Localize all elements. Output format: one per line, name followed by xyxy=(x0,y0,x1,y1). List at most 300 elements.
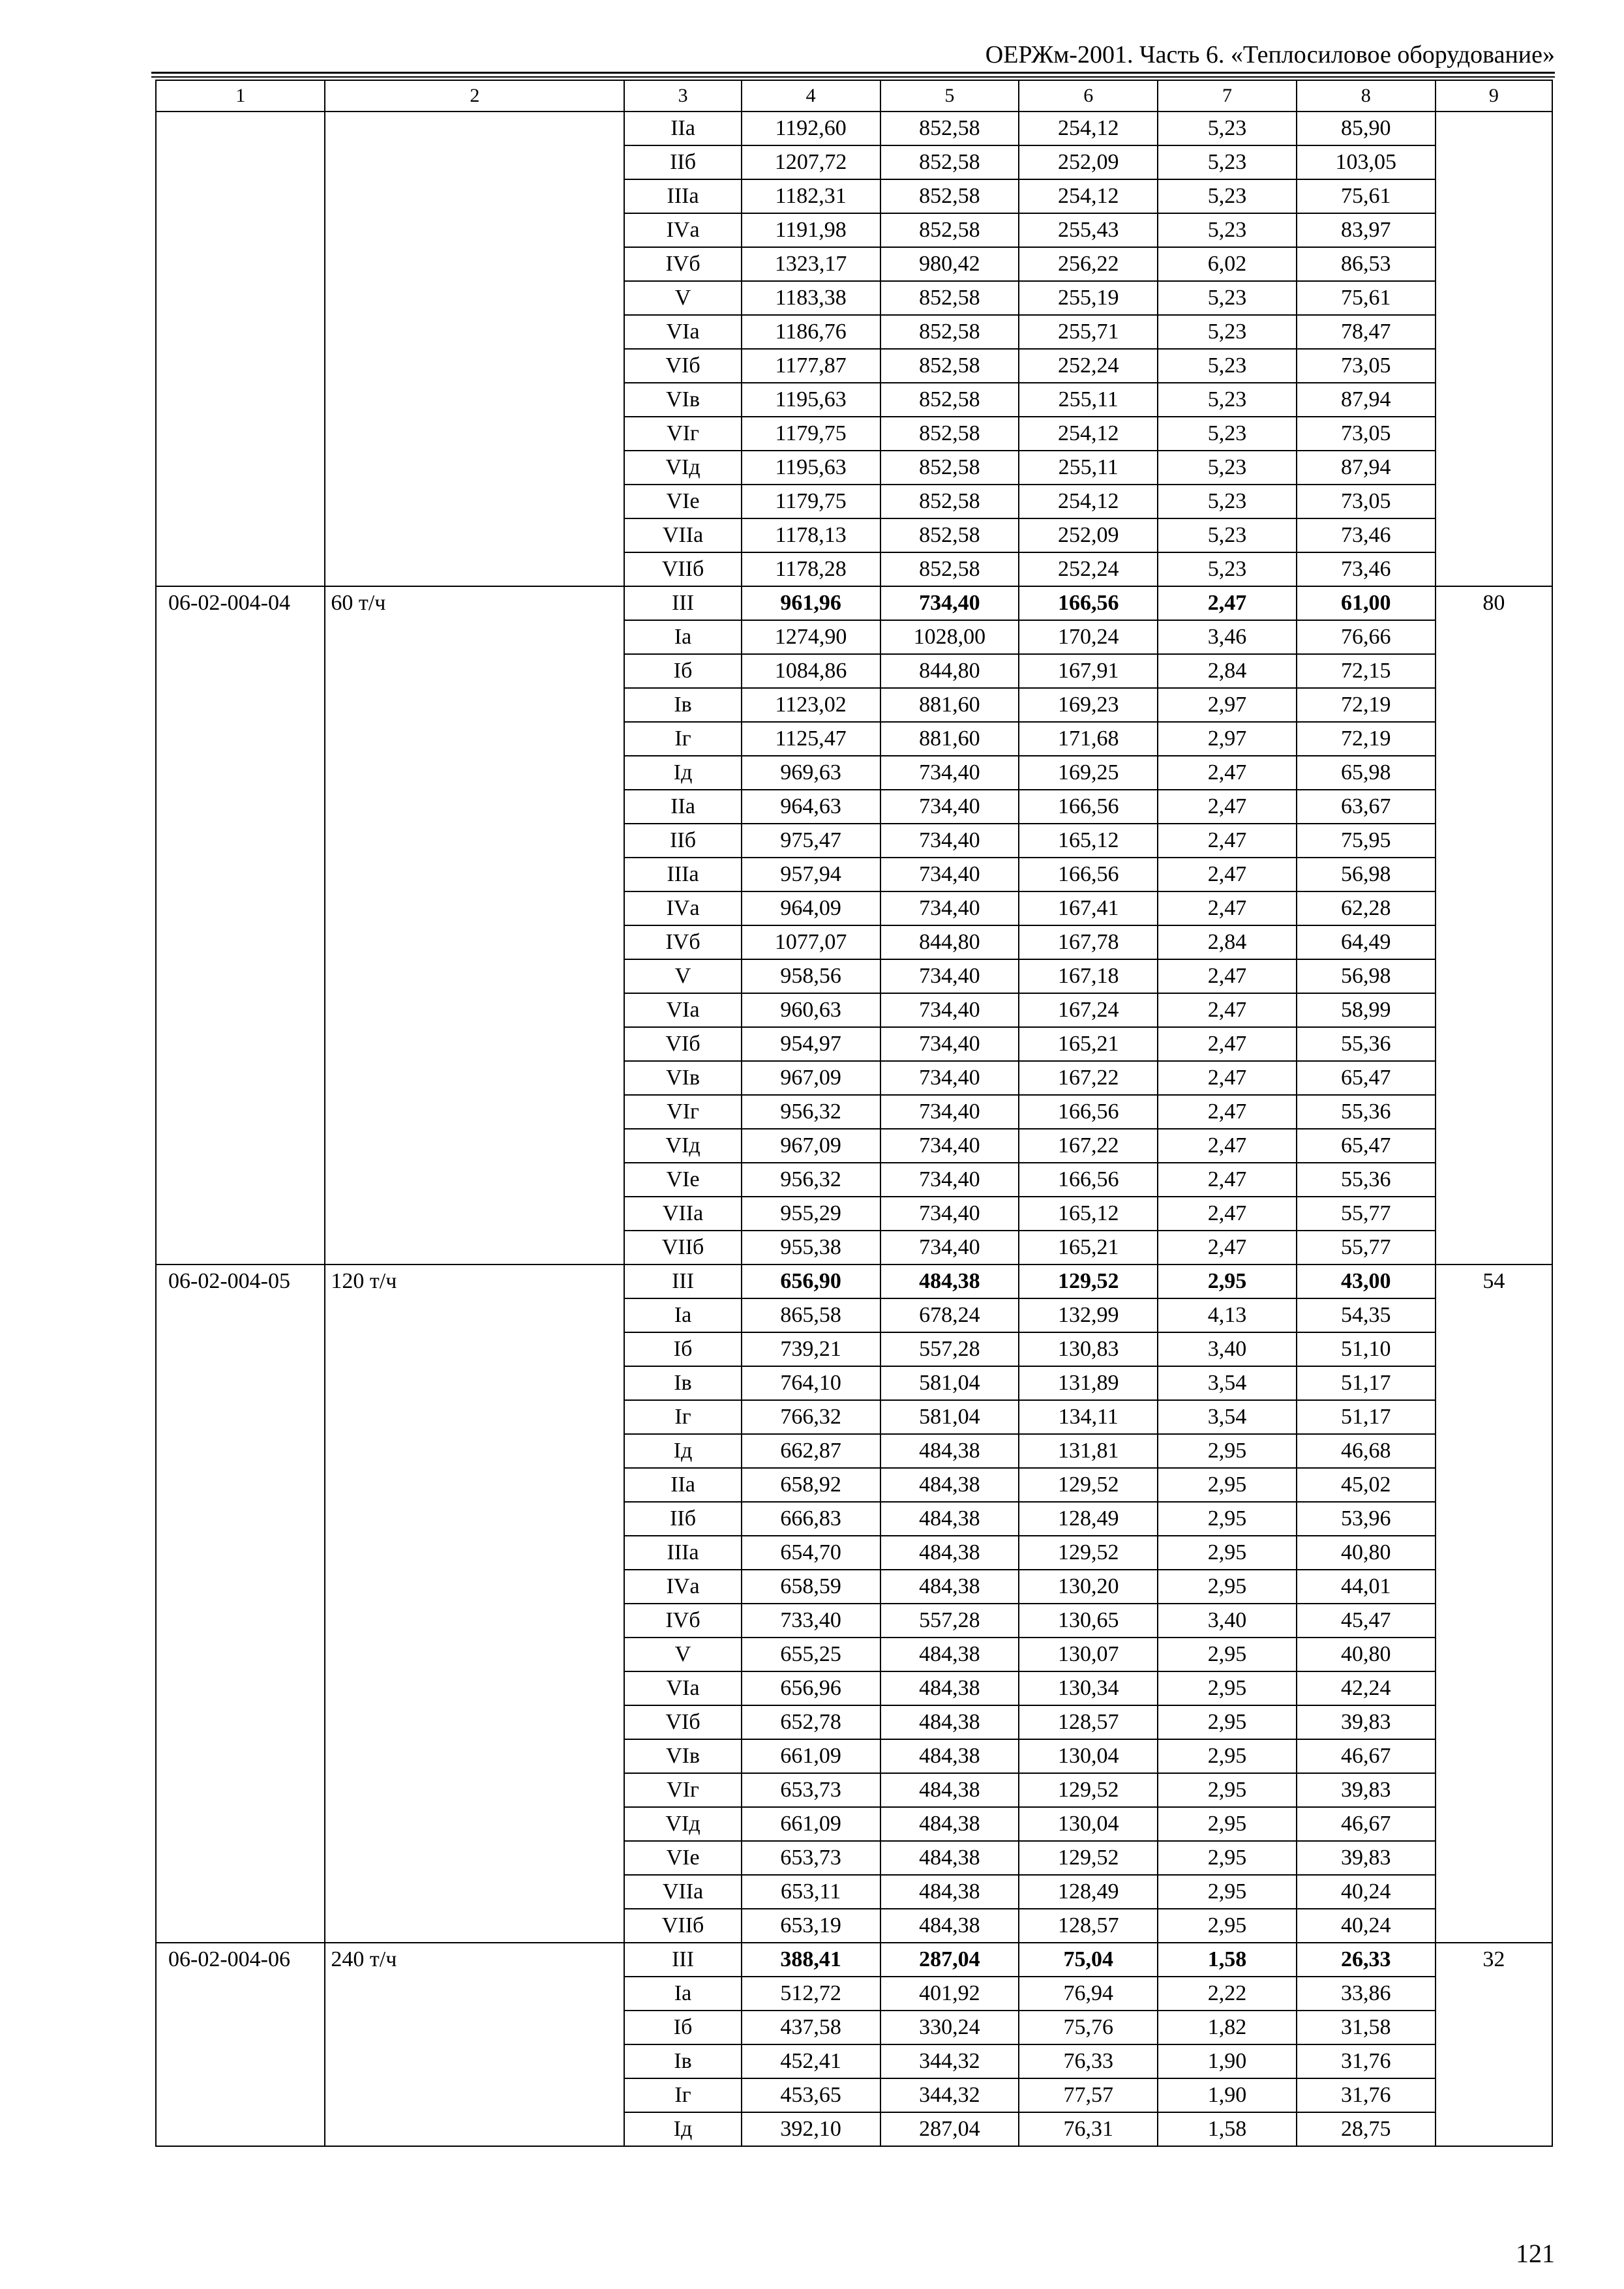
value-cell: 40,80 xyxy=(1297,1638,1436,1671)
zone-cell: VIIб xyxy=(624,552,741,586)
value-cell: 484,38 xyxy=(880,1841,1019,1875)
zone-cell: VIб xyxy=(624,1027,741,1061)
value-cell: 764,10 xyxy=(742,1366,880,1400)
value-cell: 2,47 xyxy=(1158,1061,1297,1095)
zone-cell: VIа xyxy=(624,1671,741,1705)
value-cell: 61,00 xyxy=(1297,586,1436,620)
value-cell: 484,38 xyxy=(880,1638,1019,1671)
value-cell: 5,23 xyxy=(1158,315,1297,349)
value-cell: 166,56 xyxy=(1019,1163,1158,1197)
zone-cell: VIIб xyxy=(624,1231,741,1264)
value-cell: 170,24 xyxy=(1019,620,1158,654)
value-cell: 76,33 xyxy=(1019,2044,1158,2078)
value-cell: 1179,75 xyxy=(742,485,880,518)
value-cell: 255,19 xyxy=(1019,281,1158,315)
value-cell: 165,12 xyxy=(1019,1197,1158,1231)
zone-cell: VIIа xyxy=(624,1875,741,1909)
zone-cell: Iг xyxy=(624,1400,741,1434)
table-row xyxy=(156,1943,1552,1977)
value-cell: 734,40 xyxy=(880,1129,1019,1163)
zone-cell: VIа xyxy=(624,315,741,349)
value-cell: 2,95 xyxy=(1158,1705,1297,1739)
value-cell: 5,23 xyxy=(1158,179,1297,213)
value-cell: 130,83 xyxy=(1019,1332,1158,1366)
value-cell: 26,33 xyxy=(1297,1943,1436,1977)
value-cell: 51,17 xyxy=(1297,1366,1436,1400)
value-cell: 73,46 xyxy=(1297,552,1436,586)
value-cell: 165,12 xyxy=(1019,824,1158,858)
value-cell: 852,58 xyxy=(880,451,1019,485)
column-number: 4 xyxy=(742,80,880,112)
value-cell: 852,58 xyxy=(880,349,1019,383)
value-cell: 86,53 xyxy=(1297,247,1436,281)
value-cell: 969,63 xyxy=(742,756,880,790)
value-cell: 39,83 xyxy=(1297,1841,1436,1875)
zone-cell: Iб xyxy=(624,2011,741,2044)
value-cell: 2,47 xyxy=(1158,993,1297,1027)
value-cell: 957,94 xyxy=(742,858,880,891)
value-cell: 3,46 xyxy=(1158,620,1297,654)
value-cell: 964,63 xyxy=(742,790,880,824)
value-cell: 5,23 xyxy=(1158,383,1297,417)
value-cell: 484,38 xyxy=(880,1570,1019,1604)
value-cell: 2,47 xyxy=(1158,858,1297,891)
value-cell: 130,20 xyxy=(1019,1570,1158,1604)
value-cell: 129,52 xyxy=(1019,1536,1158,1570)
value-cell: 166,56 xyxy=(1019,586,1158,620)
value-cell: 255,71 xyxy=(1019,315,1158,349)
value-cell: 130,07 xyxy=(1019,1638,1158,1671)
value-cell: 73,05 xyxy=(1297,349,1436,383)
value-cell: 3,54 xyxy=(1158,1400,1297,1434)
value-cell: 956,32 xyxy=(742,1163,880,1197)
item-code: 06-02-004-04 xyxy=(156,586,325,1264)
value-cell: 2,95 xyxy=(1158,1638,1297,1671)
value-cell: 2,47 xyxy=(1158,1197,1297,1231)
value-cell: 55,77 xyxy=(1297,1231,1436,1264)
value-cell: 954,97 xyxy=(742,1027,880,1061)
column-number: 5 xyxy=(880,80,1019,112)
value-cell: 3,40 xyxy=(1158,1332,1297,1366)
value-cell: 1,82 xyxy=(1158,2011,1297,2044)
value-cell: 661,09 xyxy=(742,1739,880,1773)
value-cell: 83,97 xyxy=(1297,213,1436,247)
value-cell: 76,31 xyxy=(1019,2112,1158,2146)
zone-cell: VIе xyxy=(624,485,741,518)
zone-cell: V xyxy=(624,959,741,993)
value-cell: 2,47 xyxy=(1158,1095,1297,1129)
value-cell: 72,19 xyxy=(1297,688,1436,722)
zone-cell: VIг xyxy=(624,1773,741,1807)
value-cell: 6,02 xyxy=(1158,247,1297,281)
value-cell: 169,25 xyxy=(1019,756,1158,790)
column-9-value: 54 xyxy=(1436,1264,1552,1943)
value-cell: 42,24 xyxy=(1297,1671,1436,1705)
value-cell: 39,83 xyxy=(1297,1773,1436,1807)
value-cell: 167,22 xyxy=(1019,1061,1158,1095)
value-cell: 330,24 xyxy=(880,2011,1019,2044)
zone-cell: III xyxy=(624,586,741,620)
value-cell: 87,94 xyxy=(1297,451,1436,485)
value-cell: 65,47 xyxy=(1297,1129,1436,1163)
zone-cell: VIв xyxy=(624,1739,741,1773)
zone-cell: Iб xyxy=(624,654,741,688)
value-cell: 955,29 xyxy=(742,1197,880,1231)
value-cell: 129,52 xyxy=(1019,1468,1158,1502)
column-number: 1 xyxy=(156,80,325,112)
value-cell: 43,00 xyxy=(1297,1264,1436,1298)
zone-cell: VIа xyxy=(624,993,741,1027)
zone-cell: VIв xyxy=(624,383,741,417)
value-cell: 76,94 xyxy=(1019,1977,1158,2011)
zone-cell: VIд xyxy=(624,1807,741,1841)
column-number-row xyxy=(156,80,1552,112)
value-cell: 46,67 xyxy=(1297,1739,1436,1773)
value-cell: 87,94 xyxy=(1297,383,1436,417)
zone-cell: IVа xyxy=(624,891,741,925)
value-cell: 256,22 xyxy=(1019,247,1158,281)
value-cell: 166,56 xyxy=(1019,790,1158,824)
zone-cell: Iд xyxy=(624,2112,741,2146)
value-cell: 58,99 xyxy=(1297,993,1436,1027)
value-cell: 852,58 xyxy=(880,179,1019,213)
value-cell: 130,04 xyxy=(1019,1739,1158,1773)
value-cell: 658,92 xyxy=(742,1468,880,1502)
value-cell: 881,60 xyxy=(880,688,1019,722)
value-cell: 45,47 xyxy=(1297,1604,1436,1638)
value-cell: 167,78 xyxy=(1019,925,1158,959)
value-cell: 581,04 xyxy=(880,1366,1019,1400)
value-cell: 484,38 xyxy=(880,1671,1019,1705)
value-cell: 4,13 xyxy=(1158,1298,1297,1332)
value-cell: 734,40 xyxy=(880,858,1019,891)
zone-cell: IIб xyxy=(624,145,741,179)
value-cell: 656,90 xyxy=(742,1264,880,1298)
value-cell: 55,36 xyxy=(1297,1163,1436,1197)
value-cell: 3,40 xyxy=(1158,1604,1297,1638)
value-cell: 51,10 xyxy=(1297,1332,1436,1366)
value-cell: 844,80 xyxy=(880,654,1019,688)
value-cell: 103,05 xyxy=(1297,145,1436,179)
value-cell: 75,95 xyxy=(1297,824,1436,858)
value-cell: 852,58 xyxy=(880,552,1019,586)
value-cell: 166,56 xyxy=(1019,1095,1158,1129)
value-cell: 78,47 xyxy=(1297,315,1436,349)
value-cell: 734,40 xyxy=(880,1163,1019,1197)
value-cell: 734,40 xyxy=(880,891,1019,925)
value-cell: 975,47 xyxy=(742,824,880,858)
value-cell: 73,05 xyxy=(1297,417,1436,451)
zone-cell: IIIа xyxy=(624,858,741,891)
value-cell: 55,36 xyxy=(1297,1095,1436,1129)
value-cell: 881,60 xyxy=(880,722,1019,756)
value-cell: 1182,31 xyxy=(742,179,880,213)
value-cell: 557,28 xyxy=(880,1332,1019,1366)
value-cell: 75,61 xyxy=(1297,281,1436,315)
value-cell: 1077,07 xyxy=(742,925,880,959)
value-cell: 63,67 xyxy=(1297,790,1436,824)
value-cell: 734,40 xyxy=(880,1197,1019,1231)
value-cell: 5,23 xyxy=(1158,451,1297,485)
value-cell: 130,04 xyxy=(1019,1807,1158,1841)
value-cell: 252,09 xyxy=(1019,145,1158,179)
value-cell: 2,84 xyxy=(1158,654,1297,688)
value-cell: 5,23 xyxy=(1158,485,1297,518)
header-rule xyxy=(151,72,1555,78)
value-cell: 73,05 xyxy=(1297,485,1436,518)
value-cell: 484,38 xyxy=(880,1705,1019,1739)
table-row xyxy=(156,112,1552,145)
zone-cell: IIIа xyxy=(624,1536,741,1570)
value-cell: 852,58 xyxy=(880,112,1019,145)
value-cell: 134,11 xyxy=(1019,1400,1158,1434)
column-9-value: 80 xyxy=(1436,586,1552,1264)
zone-cell: IVа xyxy=(624,213,741,247)
value-cell: 1323,17 xyxy=(742,247,880,281)
zone-cell: IIIа xyxy=(624,179,741,213)
value-cell: 75,04 xyxy=(1019,1943,1158,1977)
value-cell: 255,11 xyxy=(1019,383,1158,417)
page-number: 121 xyxy=(1516,2239,1555,2268)
column-number: 8 xyxy=(1297,80,1436,112)
zone-cell: Iд xyxy=(624,1434,741,1468)
value-cell: 852,58 xyxy=(880,383,1019,417)
value-cell: 344,32 xyxy=(880,2078,1019,2112)
value-cell: 658,59 xyxy=(742,1570,880,1604)
zone-cell: V xyxy=(624,1638,741,1671)
value-cell: 484,38 xyxy=(880,1502,1019,1536)
value-cell: 678,24 xyxy=(880,1298,1019,1332)
value-cell: 2,95 xyxy=(1158,1909,1297,1943)
value-cell: 2,95 xyxy=(1158,1841,1297,1875)
value-cell: 1207,72 xyxy=(742,145,880,179)
value-cell: 46,68 xyxy=(1297,1434,1436,1468)
value-cell: 734,40 xyxy=(880,1027,1019,1061)
value-cell: 852,58 xyxy=(880,315,1019,349)
value-cell: 55,36 xyxy=(1297,1027,1436,1061)
column-9-value: 32 xyxy=(1436,1943,1552,2146)
column-number: 9 xyxy=(1436,80,1552,112)
value-cell: 31,76 xyxy=(1297,2044,1436,2078)
value-cell: 852,58 xyxy=(880,485,1019,518)
value-cell: 652,78 xyxy=(742,1705,880,1739)
value-cell: 852,58 xyxy=(880,281,1019,315)
value-cell: 287,04 xyxy=(880,1943,1019,1977)
value-cell: 557,28 xyxy=(880,1604,1019,1638)
value-cell: 5,23 xyxy=(1158,145,1297,179)
value-cell: 40,80 xyxy=(1297,1536,1436,1570)
value-cell: 56,98 xyxy=(1297,959,1436,993)
value-cell: 484,38 xyxy=(880,1909,1019,1943)
zone-cell: VIб xyxy=(624,1705,741,1739)
value-cell: 5,23 xyxy=(1158,518,1297,552)
value-cell: 130,34 xyxy=(1019,1671,1158,1705)
value-cell: 56,98 xyxy=(1297,858,1436,891)
value-cell: 852,58 xyxy=(880,213,1019,247)
zone-cell: IIа xyxy=(624,790,741,824)
zone-cell: IVб xyxy=(624,925,741,959)
value-cell: 344,32 xyxy=(880,2044,1019,2078)
value-cell: 73,46 xyxy=(1297,518,1436,552)
value-cell: 44,01 xyxy=(1297,1570,1436,1604)
table-body xyxy=(156,80,1552,2146)
value-cell: 766,32 xyxy=(742,1400,880,1434)
value-cell: 2,95 xyxy=(1158,1468,1297,1502)
value-cell: 45,02 xyxy=(1297,1468,1436,1502)
value-cell: 955,38 xyxy=(742,1231,880,1264)
value-cell: 128,57 xyxy=(1019,1909,1158,1943)
value-cell: 5,23 xyxy=(1158,552,1297,586)
value-cell: 2,95 xyxy=(1158,1739,1297,1773)
zone-cell: VIг xyxy=(624,417,741,451)
value-cell: 3,54 xyxy=(1158,1366,1297,1400)
value-cell: 581,04 xyxy=(880,1400,1019,1434)
value-cell: 169,23 xyxy=(1019,688,1158,722)
value-cell: 2,97 xyxy=(1158,688,1297,722)
value-cell: 653,73 xyxy=(742,1841,880,1875)
value-cell: 654,70 xyxy=(742,1536,880,1570)
value-cell: 2,47 xyxy=(1158,1027,1297,1061)
value-cell: 734,40 xyxy=(880,790,1019,824)
price-table xyxy=(155,80,1553,2147)
value-cell: 2,95 xyxy=(1158,1807,1297,1841)
zone-cell: VIд xyxy=(624,451,741,485)
zone-cell: Iа xyxy=(624,1298,741,1332)
value-cell: 5,23 xyxy=(1158,281,1297,315)
value-cell: 980,42 xyxy=(880,247,1019,281)
value-cell: 33,86 xyxy=(1297,1977,1436,2011)
value-cell: 254,12 xyxy=(1019,179,1158,213)
value-cell: 2,47 xyxy=(1158,586,1297,620)
value-cell: 452,41 xyxy=(742,2044,880,2078)
value-cell: 131,81 xyxy=(1019,1434,1158,1468)
value-cell: 1,90 xyxy=(1158,2078,1297,2112)
value-cell: 2,47 xyxy=(1158,790,1297,824)
value-cell: 51,17 xyxy=(1297,1400,1436,1434)
value-cell: 54,35 xyxy=(1297,1298,1436,1332)
zone-cell: IVб xyxy=(624,247,741,281)
zone-cell: IVб xyxy=(624,1604,741,1638)
value-cell: 2,47 xyxy=(1158,959,1297,993)
value-cell: 40,24 xyxy=(1297,1875,1436,1909)
value-cell: 72,15 xyxy=(1297,654,1436,688)
value-cell: 956,32 xyxy=(742,1095,880,1129)
value-cell: 65,98 xyxy=(1297,756,1436,790)
value-cell: 72,19 xyxy=(1297,722,1436,756)
zone-cell: Iа xyxy=(624,620,741,654)
value-cell: 2,84 xyxy=(1158,925,1297,959)
value-cell: 2,47 xyxy=(1158,1163,1297,1197)
value-cell: 167,22 xyxy=(1019,1129,1158,1163)
value-cell: 55,77 xyxy=(1297,1197,1436,1231)
column-number: 7 xyxy=(1158,80,1297,112)
zone-cell: VIб xyxy=(624,349,741,383)
value-cell: 865,58 xyxy=(742,1298,880,1332)
value-cell: 5,23 xyxy=(1158,213,1297,247)
value-cell: 852,58 xyxy=(880,417,1019,451)
value-cell: 2,97 xyxy=(1158,722,1297,756)
zone-cell: VIе xyxy=(624,1841,741,1875)
value-cell: 165,21 xyxy=(1019,1027,1158,1061)
value-cell: 1274,90 xyxy=(742,620,880,654)
item-name xyxy=(325,112,624,586)
value-cell: 75,76 xyxy=(1019,2011,1158,2044)
value-cell: 655,25 xyxy=(742,1638,880,1671)
column-number: 2 xyxy=(325,80,624,112)
running-header: ОЕРЖм-2001. Часть 6. «Теплосиловое оборудование» xyxy=(985,41,1555,68)
zone-cell: VIIа xyxy=(624,1197,741,1231)
value-cell: 167,91 xyxy=(1019,654,1158,688)
zone-cell: VIе xyxy=(624,1163,741,1197)
value-cell: 252,24 xyxy=(1019,349,1158,383)
zone-cell: Iв xyxy=(624,1366,741,1400)
value-cell: 287,04 xyxy=(880,2112,1019,2146)
value-cell: 484,38 xyxy=(880,1773,1019,1807)
value-cell: 2,95 xyxy=(1158,1773,1297,1807)
value-cell: 85,90 xyxy=(1297,112,1436,145)
value-cell: 129,52 xyxy=(1019,1773,1158,1807)
value-cell: 2,95 xyxy=(1158,1536,1297,1570)
value-cell: 666,83 xyxy=(742,1502,880,1536)
value-cell: 662,87 xyxy=(742,1434,880,1468)
value-cell: 734,40 xyxy=(880,824,1019,858)
value-cell: 484,38 xyxy=(880,1264,1019,1298)
value-cell: 40,24 xyxy=(1297,1909,1436,1943)
value-cell: 852,58 xyxy=(880,518,1019,552)
value-cell: 2,22 xyxy=(1158,1977,1297,2011)
item-code: 06-02-004-05 xyxy=(156,1264,325,1943)
value-cell: 958,56 xyxy=(742,959,880,993)
value-cell: 128,49 xyxy=(1019,1502,1158,1536)
table-row xyxy=(156,1264,1552,1298)
value-cell: 1186,76 xyxy=(742,315,880,349)
value-cell: 437,58 xyxy=(742,2011,880,2044)
value-cell: 653,11 xyxy=(742,1875,880,1909)
value-cell: 844,80 xyxy=(880,925,1019,959)
value-cell: 252,24 xyxy=(1019,552,1158,586)
value-cell: 734,40 xyxy=(880,756,1019,790)
zone-cell: IIа xyxy=(624,1468,741,1502)
value-cell: 53,96 xyxy=(1297,1502,1436,1536)
zone-cell: Iд xyxy=(624,756,741,790)
value-cell: 453,65 xyxy=(742,2078,880,2112)
value-cell: 75,61 xyxy=(1297,179,1436,213)
value-cell: 128,49 xyxy=(1019,1875,1158,1909)
value-cell: 254,12 xyxy=(1019,417,1158,451)
value-cell: 967,09 xyxy=(742,1129,880,1163)
value-cell: 653,73 xyxy=(742,1773,880,1807)
value-cell: 1028,00 xyxy=(880,620,1019,654)
value-cell: 5,23 xyxy=(1158,417,1297,451)
value-cell: 254,12 xyxy=(1019,112,1158,145)
value-cell: 734,40 xyxy=(880,1061,1019,1095)
value-cell: 1179,75 xyxy=(742,417,880,451)
value-cell: 39,83 xyxy=(1297,1705,1436,1739)
value-cell: 512,72 xyxy=(742,1977,880,2011)
value-cell: 484,38 xyxy=(880,1468,1019,1502)
value-cell: 484,38 xyxy=(880,1536,1019,1570)
value-cell: 254,12 xyxy=(1019,485,1158,518)
zone-cell: IIб xyxy=(624,1502,741,1536)
value-cell: 76,66 xyxy=(1297,620,1436,654)
value-cell: 1183,38 xyxy=(742,281,880,315)
value-cell: 31,58 xyxy=(1297,2011,1436,2044)
value-cell: 1195,63 xyxy=(742,451,880,485)
zone-cell: IIа xyxy=(624,112,741,145)
value-cell: 255,43 xyxy=(1019,213,1158,247)
value-cell: 62,28 xyxy=(1297,891,1436,925)
value-cell: 2,95 xyxy=(1158,1434,1297,1468)
